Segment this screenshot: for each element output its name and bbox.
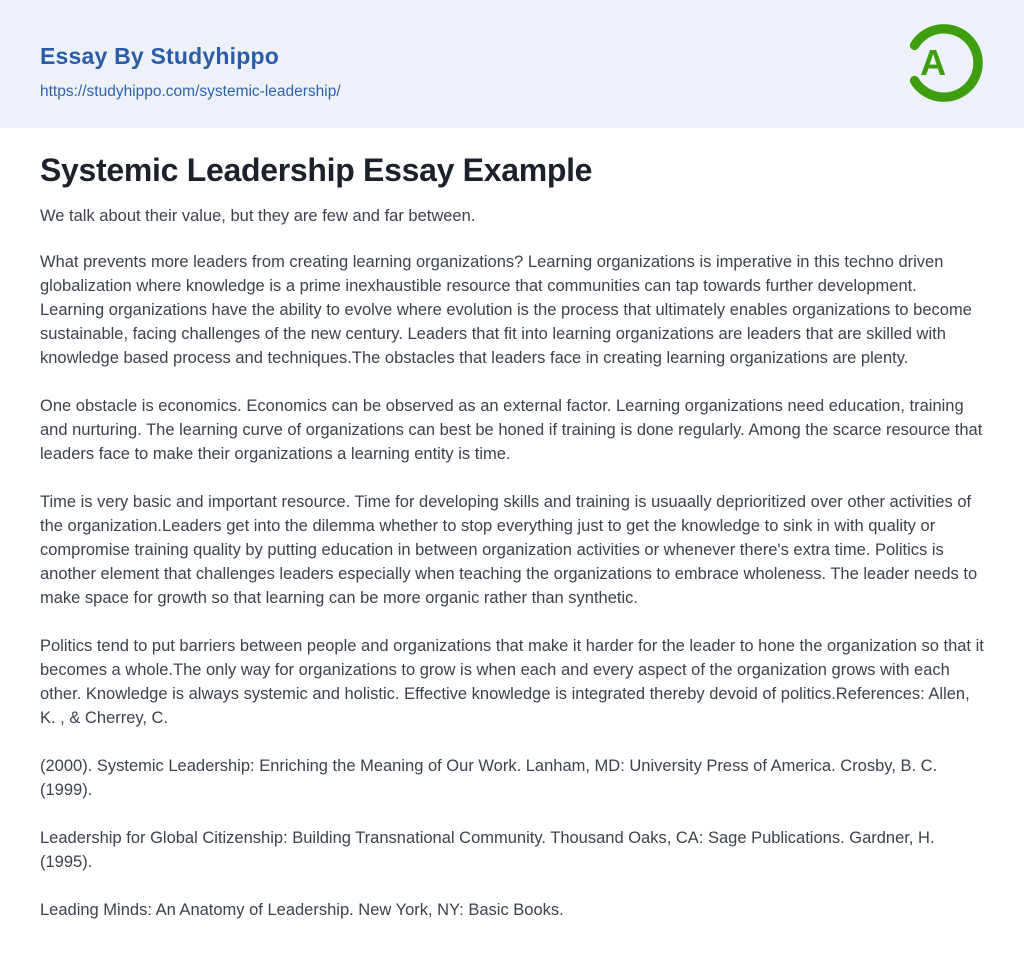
studyhippo-logo xyxy=(898,18,988,108)
essay-paragraph: Politics tend to put barriers between people and organizations that make it harder for the leader to hone the organization so that it becomes a whole.The only way for organizations to grow is when each and every aspect of the organization grows with each other. Knowledge is always systemic and holistic. Effective knowledge is integrated thereby devoid of politics.References: Allen, K. , & Cherrey, C. xyxy=(40,637,984,727)
logo-arc-icon xyxy=(898,18,988,108)
essay-title: Systemic Leadership Essay Example xyxy=(40,152,593,188)
essay-paragraph: What prevents more leaders from creating learning organizations? Learning organizations is imperative in this techno driven globalization where knowledge is a prime inexhaustible resource that communities can tap towards further development. Learning organizations have the ability to evolve where evolution is the process that ultimately enables organizations to become sustainable, facing challenges of the new century. Leaders that fit into learning organizations are leaders that are skilled with knowledge based process and techniques.The obstacles that leaders face in creating learning organizations are plenty. xyxy=(40,253,972,367)
essay-paragraph: One obstacle is economics. Economics can be observed as an external factor. Learning organizations need education, training and nurturing. The learning curve of organizations can best be honed if training is done regularly. Among the scarce resource that leaders face to make their organizations a learning entity is time. xyxy=(40,397,983,463)
essay-paragraph: Leadership for Global Citizenship: Building Transnational Community. Thousand Oaks, CA: Sage Publications. Gardner, H. (1995). xyxy=(40,829,935,871)
essay-paragraph: (2000). Systemic Leadership: Enriching the Meaning of Our Work. Lanham, MD: University Press of America. Crosby, B. C. (1999). xyxy=(40,757,938,799)
essay-paragraph: Leading Minds: An Anatomy of Leadership. New York, NY: Basic Books. xyxy=(40,901,564,919)
essay-paragraph: Time is very basic and important resource. Time for developing skills and training is usuaally deprioritized over other activities of the organization.Leaders get into the dilemma whether to stop everything just to get the knowledge to sink in with quality or compromise training quality by putting education in between organization activities or whenever there's extra time. Politics is another element that challenges leaders especially when teaching the organizations to embrace wholeness. The leader needs to make space for growth so that learning can be more organic rather than synthetic. xyxy=(40,493,978,607)
page-header xyxy=(0,0,1024,128)
essay-content xyxy=(0,128,1024,922)
essay-subtitle: We talk about their value, but they are few and far between. xyxy=(40,207,476,225)
header-text-block xyxy=(40,27,341,101)
source-url-link[interactable]: https://studyhippo.com/systemic-leadership/ xyxy=(40,83,341,100)
logo-a-icon: A xyxy=(920,42,947,84)
site-title: Essay By Studyhippo xyxy=(40,43,279,69)
